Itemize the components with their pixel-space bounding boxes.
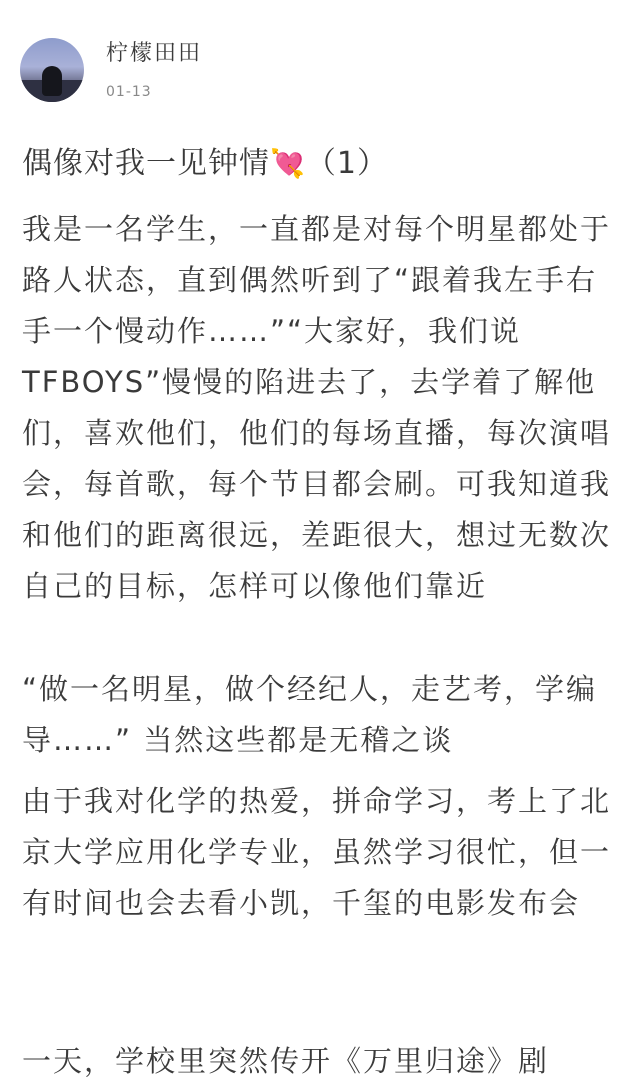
paragraph-4: 一天，学校里突然传开《万里归途》剧 <box>22 1044 550 1078</box>
paragraph-1: 我是一名学生，一直都是对每个明星都处于路人状态，直到偶然听到了“跟着我左手右手一个慢动作……”“大家好，我们说TFBOYS”慢慢的陷进去了，去学着了解他们，喜欢他们，他们的每场直播，每次演唱会，每首歌，每个节目都会刷。可我知道我和他们的距离很远，差距很大，想过无数次自己的目标，怎样可以像他们靠近 <box>22 212 612 603</box>
post-title-suffix: （1） <box>305 146 388 181</box>
post-title <box>22 138 622 182</box>
post-header <box>0 0 640 120</box>
author-name[interactable]: 柠檬田田 <box>106 41 203 66</box>
post-date: 01-13 <box>106 84 152 100</box>
avatar[interactable] <box>20 38 84 102</box>
heart-with-arrow-icon: 💘 <box>270 147 306 180</box>
avatar-person <box>42 66 62 96</box>
paragraph-3: 由于我对化学的热爱，拼命学习，考上了北京大学应用化学专业，虽然学习很忙，但一有时间也会去看小凯，千玺的电影发布会 <box>22 784 612 920</box>
post-title-text: 偶像对我一见钟情 <box>22 146 270 181</box>
paragraph-2: “做一名明星，做个经纪人，走艺考，学编导……” 当然这些都是无稽之谈 <box>22 672 598 757</box>
